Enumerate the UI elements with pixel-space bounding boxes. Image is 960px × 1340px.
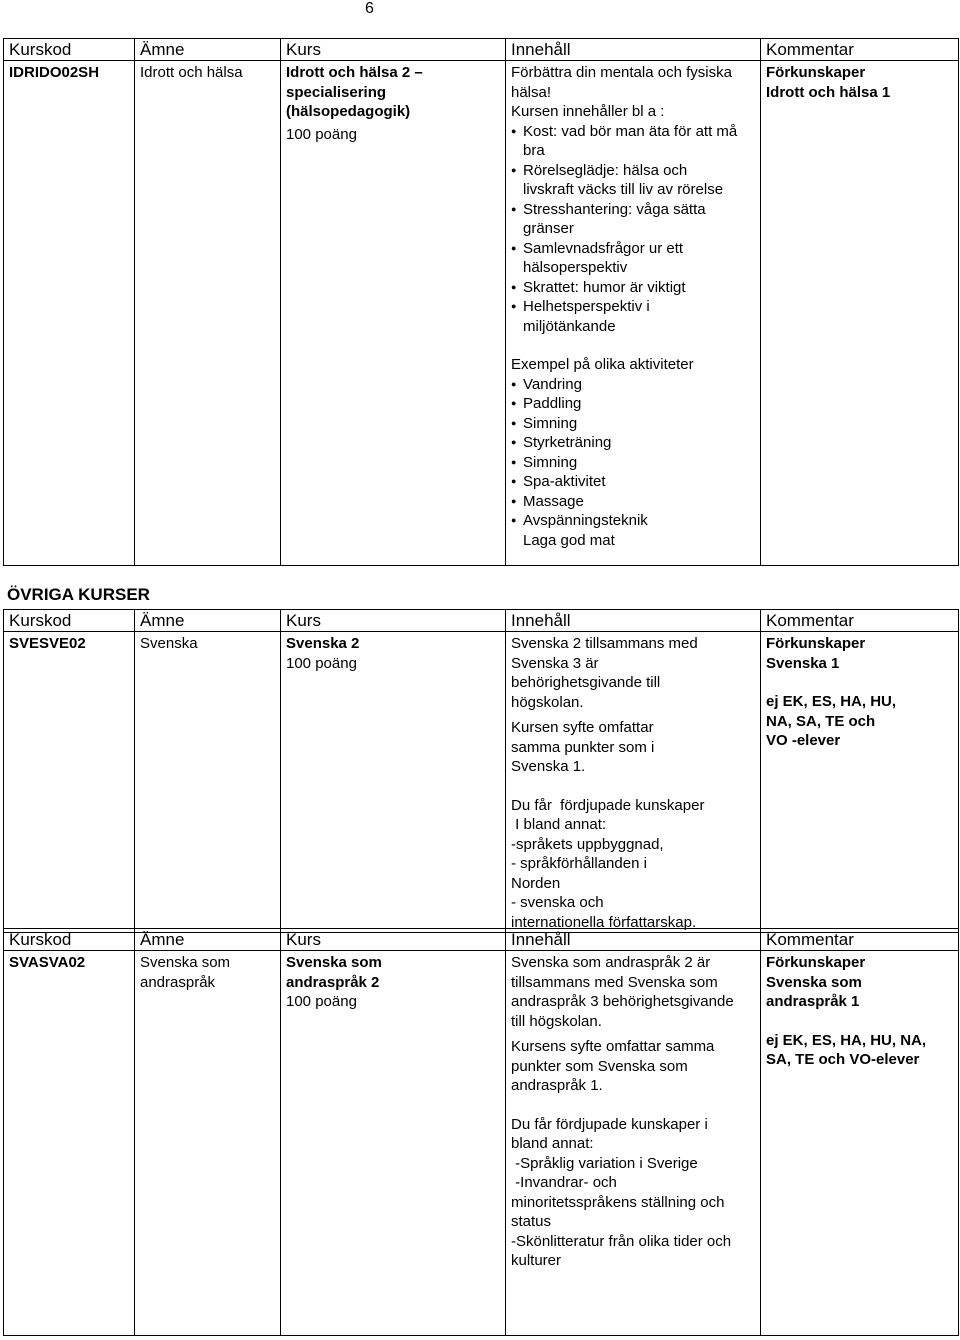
course-code: SVASVA02 [4,951,135,1336]
list-item: ● Paddling [523,394,738,414]
content-bullet-list [511,122,738,337]
content-paragraph: Svenska 2 tillsammans med Svenska 3 är behörighetsgivande till högskolan. [511,635,698,711]
header-innehall: Innehåll [506,39,761,61]
header-kommentar: Kommentar [761,39,959,61]
header-kurskod: Kurskod [4,39,135,61]
list-item: ● Rörelseglädje: hälsa och livskraft väcks till liv av rörelse [523,161,738,200]
list-item: ● Skrattet: humor är viktigt [523,278,738,298]
content-paragraph: Svenska som andraspråk 2 är tillsammans med Svenska som andraspråk 3 behörighetsgivande till högskolan. [511,954,734,1030]
activities-list [511,375,738,531]
content-line: - språkförhållanden i Norden [511,855,647,892]
header-amne: Ämne [135,39,281,61]
header-kurs: Kurs [281,610,506,632]
course-name: Svenska 2 [286,635,360,652]
course-code: IDRIDO02SH [4,61,135,566]
exclusion-note: ej EK, ES, HA, HU, NA, SA, TE och VO-elever [766,1031,927,1068]
course-code: SVESVE02 [4,632,135,933]
course-points: 100 poäng [286,993,357,1010]
table-header-row [4,929,959,951]
course-points: 100 poäng [286,125,357,143]
course-cell [281,951,506,1336]
course-subject: Svenska [135,632,281,933]
header-kurs: Kurs [281,39,506,61]
examples-title: Exempel på olika aktiviteter [511,356,694,373]
content-paragraph: Kursens syfte omfattar samma punkter som Svenska som andraspråk 1. [511,1038,715,1094]
course-subject: Idrott och hälsa [135,61,281,566]
course-points: 100 poäng [286,654,357,672]
list-item: ● Simning [523,453,738,473]
course-name: Svenska som andraspråk 2 [286,954,382,991]
course-table-idrott [3,38,959,566]
prereq-label: Förkunskaper [766,64,866,81]
content-cell [506,61,761,566]
header-amne: Ämne [135,929,281,951]
comment-cell [761,61,959,566]
list-item: ● Vandring [523,375,738,395]
list-item: ● Massage [523,492,738,512]
content-line: -språkets uppbyggnad, [511,835,664,853]
header-kurskod: Kurskod [4,929,135,951]
header-kommentar: Kommentar [761,610,959,632]
prereq-value: Idrott och hälsa 1 [766,83,891,101]
prereq-value: Svenska 1 [766,654,840,672]
exclusion-note: ej EK, ES, HA, HU, NA, SA, TE och VO -elever [766,693,897,749]
list-item: ● Avspänningsteknik [523,511,738,531]
comment-cell [761,951,959,1336]
header-innehall: Innehåll [506,929,761,951]
table-header-row [4,39,959,61]
content-line: Du får fördjupade kunskaper i bland annat: [511,1115,708,1152]
content-cell [506,632,761,933]
table-row [4,61,959,566]
content-line: - svenska och internationella författarskap. [511,894,697,931]
prereq-value: Svenska som andraspråk 1 [766,973,862,1010]
prereq-label: Förkunskaper [766,954,866,971]
content-paragraph: Kursen syfte omfattar samma punkter som i Svenska 1. [511,719,655,775]
course-cell [281,61,506,566]
content-line: Du får fördjupade kunskaper [511,796,705,814]
list-item: ● Styrketräning [523,433,738,453]
content-intro: Förbättra din mentala och fysiska hälsa! [511,64,732,101]
course-cell [281,632,506,933]
header-kurs: Kurs [281,929,506,951]
list-item: ● Samlevnadsfrågor ur ett hälsoperspektiv [523,239,738,278]
content-cell [506,951,761,1336]
content-line: -Invandrar- och minoritetsspråkens ställning och status [511,1174,729,1230]
table-header-row [4,610,959,632]
list-item: ● Stresshantering: våga sätta gränser [523,200,738,239]
header-kommentar: Kommentar [761,929,959,951]
content-contains: Kursen innehåller bl a : [511,103,665,120]
page-number: 6 [365,0,374,17]
content-line: -Skönlitteratur från olika tider och kulturer [511,1232,732,1269]
section-title: ÖVRIGA KURSER [7,585,150,604]
table-row [4,632,959,933]
content-line: I bland annat: [511,816,607,833]
list-item: ● Simning [523,414,738,434]
activities-last-line: Laga god mat [523,531,615,549]
course-table-svenska [3,609,959,933]
header-amne: Ämne [135,610,281,632]
list-item: ● Kost: vad bör man äta för att må bra [523,122,738,161]
header-kurskod: Kurskod [4,610,135,632]
course-subject: Svenska som andraspråk [135,951,281,1336]
list-item: ● Helhetsperspektiv i miljötänkande [523,297,738,336]
comment-cell [761,632,959,933]
course-table-sva [3,928,959,1336]
table-row [4,951,959,1336]
prereq-label: Förkunskaper [766,635,866,652]
course-name: Idrott och hälsa 2 – specialisering (hälsopedagogik) [286,64,423,120]
header-innehall: Innehåll [506,610,761,632]
content-line: -Språklig variation i Sverige [511,1154,698,1172]
list-item: ● Spa-aktivitet [523,472,738,492]
